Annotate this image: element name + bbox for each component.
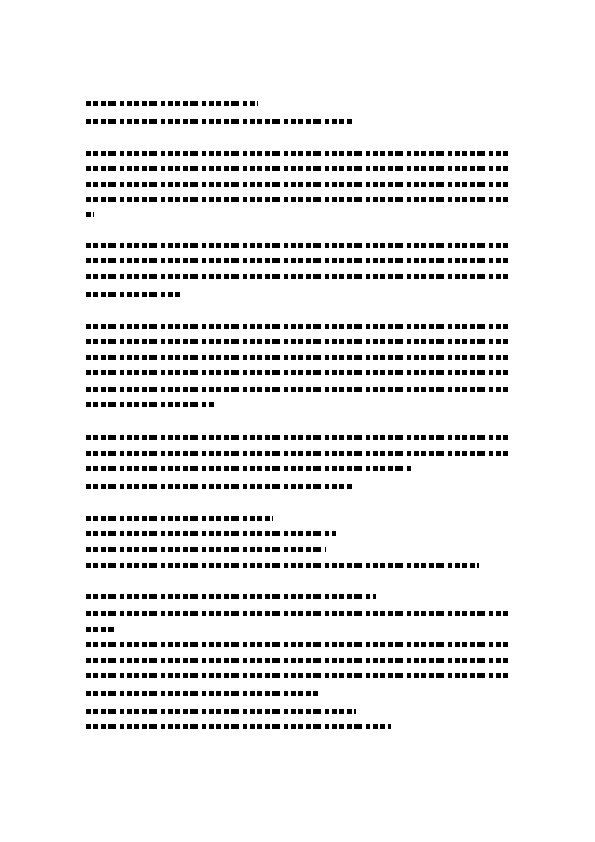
header-line [86, 119, 354, 124]
list-line [86, 531, 336, 536]
paragraph-line [86, 370, 511, 375]
paragraph-line [86, 451, 511, 456]
list-line [86, 516, 273, 521]
paragraph-line [86, 166, 511, 171]
paragraph-line [86, 339, 511, 344]
paragraph-line [86, 324, 511, 329]
paragraph-line [86, 673, 511, 678]
paragraph-line [86, 197, 511, 202]
paragraph-line [86, 594, 376, 599]
paragraph-line [86, 355, 511, 360]
header-line [86, 101, 258, 106]
list-line [86, 547, 326, 552]
paragraph-line [86, 484, 354, 489]
paragraph-line [86, 642, 511, 647]
paragraph-line [86, 243, 511, 248]
paragraph-line [86, 658, 511, 663]
paragraph-line [86, 151, 511, 156]
paragraph-line [86, 212, 94, 217]
paragraph-line [86, 402, 216, 407]
paragraph-line [86, 435, 511, 440]
paragraph-line [86, 691, 318, 696]
paragraph-line [86, 387, 511, 392]
list-line [86, 563, 479, 568]
paragraph-line [86, 611, 511, 616]
paragraph-line [86, 182, 511, 187]
paragraph-line [86, 709, 356, 714]
paragraph-line [86, 274, 511, 279]
paragraph-line [86, 292, 182, 297]
paragraph-line [86, 258, 511, 263]
paragraph-line [86, 466, 412, 471]
paragraph-line [86, 724, 391, 729]
paragraph-line [86, 627, 114, 632]
